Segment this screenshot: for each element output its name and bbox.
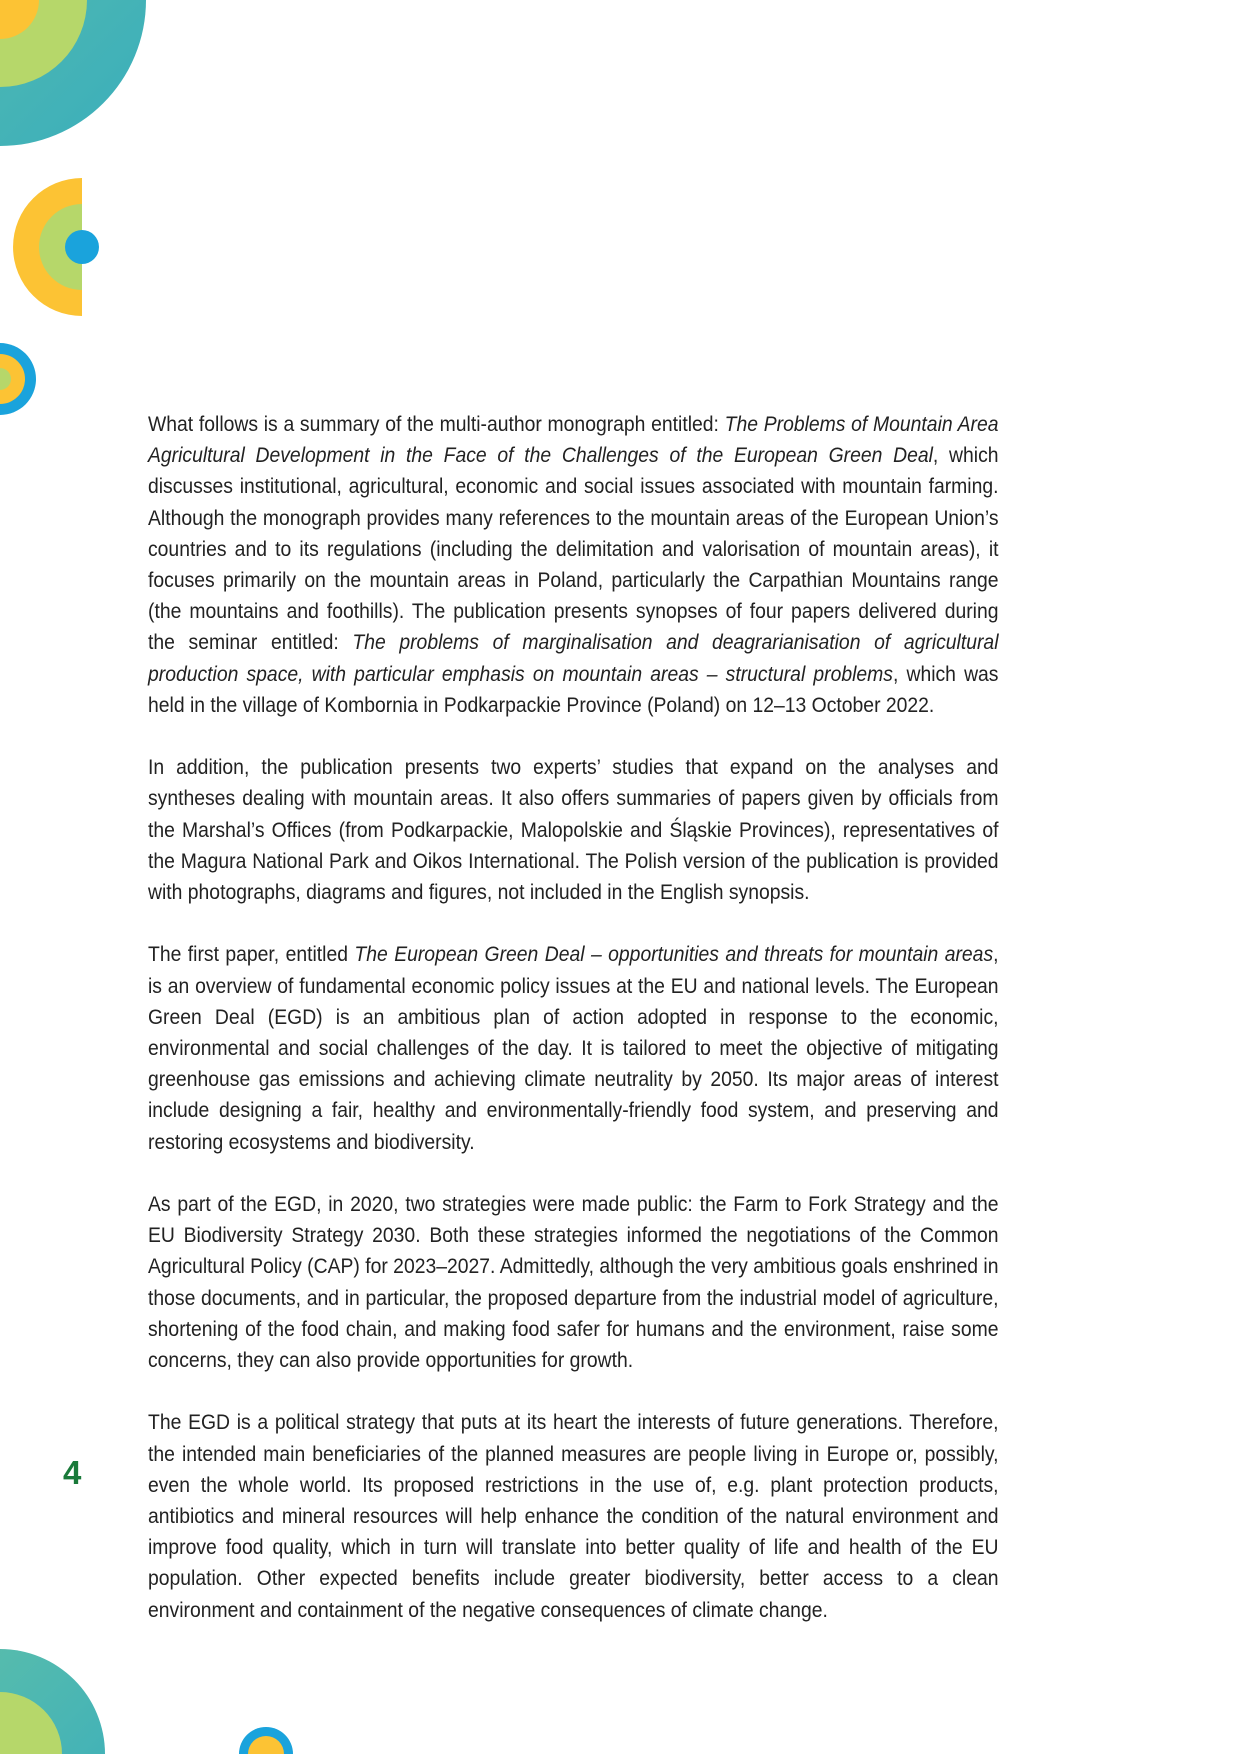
half-disc-shape bbox=[13, 178, 99, 316]
paragraph bbox=[148, 409, 999, 721]
edge-ring-bottom bbox=[239, 1727, 293, 1754]
paragraph bbox=[148, 1407, 999, 1625]
text-run: The first paper, entitled bbox=[148, 942, 355, 967]
text-run: The EGD is a political strategy that puts at its heart the interests of future generations. Therefore, the intended main beneficiaries of the planned measures are people living in Europe or, possibly, even the whole world. Its proposed restrictions in the use of, e.g. plant protection products, antibiotics and mineral resources will help enhance the condition of the natural environment and improve food quality, which in turn will translate into better quality of life and health of the EU population. Other expected benefits include greater biodiversity, better access to a clean environment and containment of the negative consequences of climate change. bbox=[148, 1410, 999, 1622]
paragraph bbox=[148, 939, 999, 1157]
text-run: As part of the EGD, in 2020, two strategies were made public: the Farm to Fork Strategy and the EU Biodiversity Strategy 2030. Both these strategies informed the negotiations of the Common Agricultural Policy (CAP) for 2023–2027. Admittedly, although the very ambitious goals enshrined in those documents, and in particular, the proposed departure from the industrial model of agriculture, shortening of the food chain, and making food safer for humans and the environment, raise some concerns, they can also provide opportunities for growth. bbox=[148, 1192, 999, 1373]
paragraph bbox=[148, 752, 999, 908]
corner-rings-top-left bbox=[0, 0, 146, 146]
text-run: In addition, the publication presents two experts’ studies that expand on the analyses and syntheses dealing with mountain areas. It also offers summaries of papers given by officials from the Marshal’s Offices (from Podkarpackie, Malopolskie and Śląskie Provinces), representatives of the Magura National Park and Oikos International. The Polish version of the publication is provided with photographs, diagrams and figures, not included in the English synopsis. bbox=[148, 755, 999, 905]
text-run: , is an overview of fundamental economic policy issues at the EU and national levels. The European Green Deal (EGD) is an ambitious plan of action adopted in response to the economic, environmental and social challenges of the day. It is tailored to meet the objective of mitigating greenhouse gas emissions and achieving climate neutrality by 2050. Its major areas of interest include designing a fair, healthy and environmentally-friendly food system, and preserving and restoring ecosystems and biodiversity. bbox=[148, 942, 999, 1154]
corner-rings-bottom-left bbox=[0, 1649, 105, 1754]
text-run: , which discusses institutional, agricultural, economic and social issues associated with mountain farming. Although the monograph provides many references to the mountain areas of the European Union’s countries and to its regulations (including the delimitation and valorisation of mountain areas), it focuses primarily on the mountain areas in Poland, particularly the Carpathian Mountains range (the mountains and foothills). The publication presents synopses of four papers delivered during the seminar entitled: bbox=[148, 443, 999, 655]
italic-title-run: The European Green Deal – opportunities and threats for mountain areas bbox=[354, 942, 994, 967]
italic-title-run: The problems of marginalisation and deagrarianisation of agricultural production space, with particular emphasis on mountain areas – structural problems bbox=[148, 630, 999, 686]
paragraph bbox=[148, 1189, 999, 1376]
edge-ring-left bbox=[0, 343, 36, 415]
text-run: , which was held in the village of Kombornia in Podkarpackie Province (Poland) on 12–13 October 2022. bbox=[148, 661, 999, 717]
italic-title-run: The Problems of Mountain Area Agricultural Development in the Face of the Challenges of the European Green Deal bbox=[148, 412, 999, 468]
body-text bbox=[148, 409, 999, 1657]
text-run: What follows is a summary of the multi-author monograph entitled: bbox=[148, 412, 725, 436]
page-number: 4 bbox=[63, 1454, 82, 1491]
